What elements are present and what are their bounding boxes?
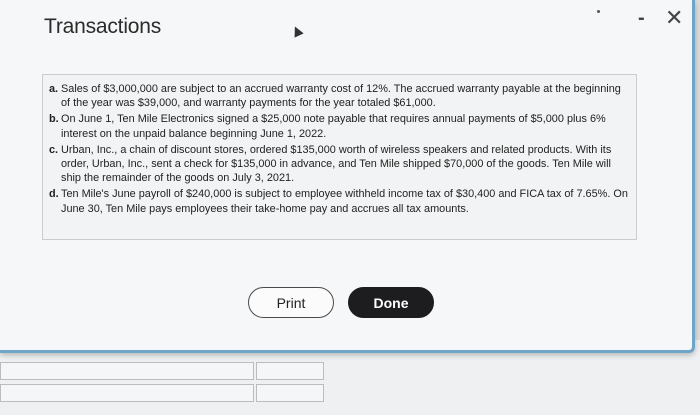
done-button[interactable]: Done <box>348 287 434 318</box>
item-letter: a. <box>49 83 59 95</box>
print-button[interactable]: Print <box>248 287 334 318</box>
minimize-icon[interactable]: - <box>638 7 645 29</box>
list-item <box>49 187 628 215</box>
list-item <box>49 143 628 186</box>
worksheet-cell[interactable] <box>256 362 324 380</box>
worksheet-cell[interactable] <box>0 384 254 402</box>
item-text: Ten Mile's June payroll of $240,000 is subject to employee withheld income tax of $30,400 and FICA tax of 7.65%. On June 30, Ten Mile pays employees their take-home pay and accrues all tax amounts. <box>61 188 628 215</box>
item-text: Sales of $3,000,000 are subject to an accrued warranty cost of 12%. The accrued warranty payable at the beginning of the year was $39,000, and warranty payments for the year totaled $61,000. <box>61 83 621 110</box>
list-item <box>49 82 628 110</box>
close-icon[interactable]: ✕ <box>665 5 684 30</box>
item-letter: b. <box>49 113 59 126</box>
mouse-pointer-icon <box>290 24 303 37</box>
dialog-title: Transactions <box>44 15 162 38</box>
item-text: Urban, Inc., a chain of discount stores, ordered $135,000 worth of wireless speakers and related products. With its order, Urban, Inc., sent a check for $135,000 in advance, and Ten Mile shipped $70,000 of the goods. Ten Mile will ship the remainder of the goods on July 3, 2021. <box>61 143 612 185</box>
worksheet-cell[interactable] <box>0 362 254 380</box>
item-letter: c. <box>49 143 59 156</box>
decorative-dot <box>597 10 600 13</box>
worksheet-cell[interactable] <box>256 384 324 402</box>
transactions-list <box>42 74 637 240</box>
list-item <box>49 112 628 140</box>
item-letter: d. <box>49 188 59 201</box>
item-text: On June 1, Ten Mile Electronics signed a $25,000 note payable that requires annual payments of $5,000 plus 6% interest on the unpaid balance beginning June 1, 2022. <box>61 113 606 140</box>
